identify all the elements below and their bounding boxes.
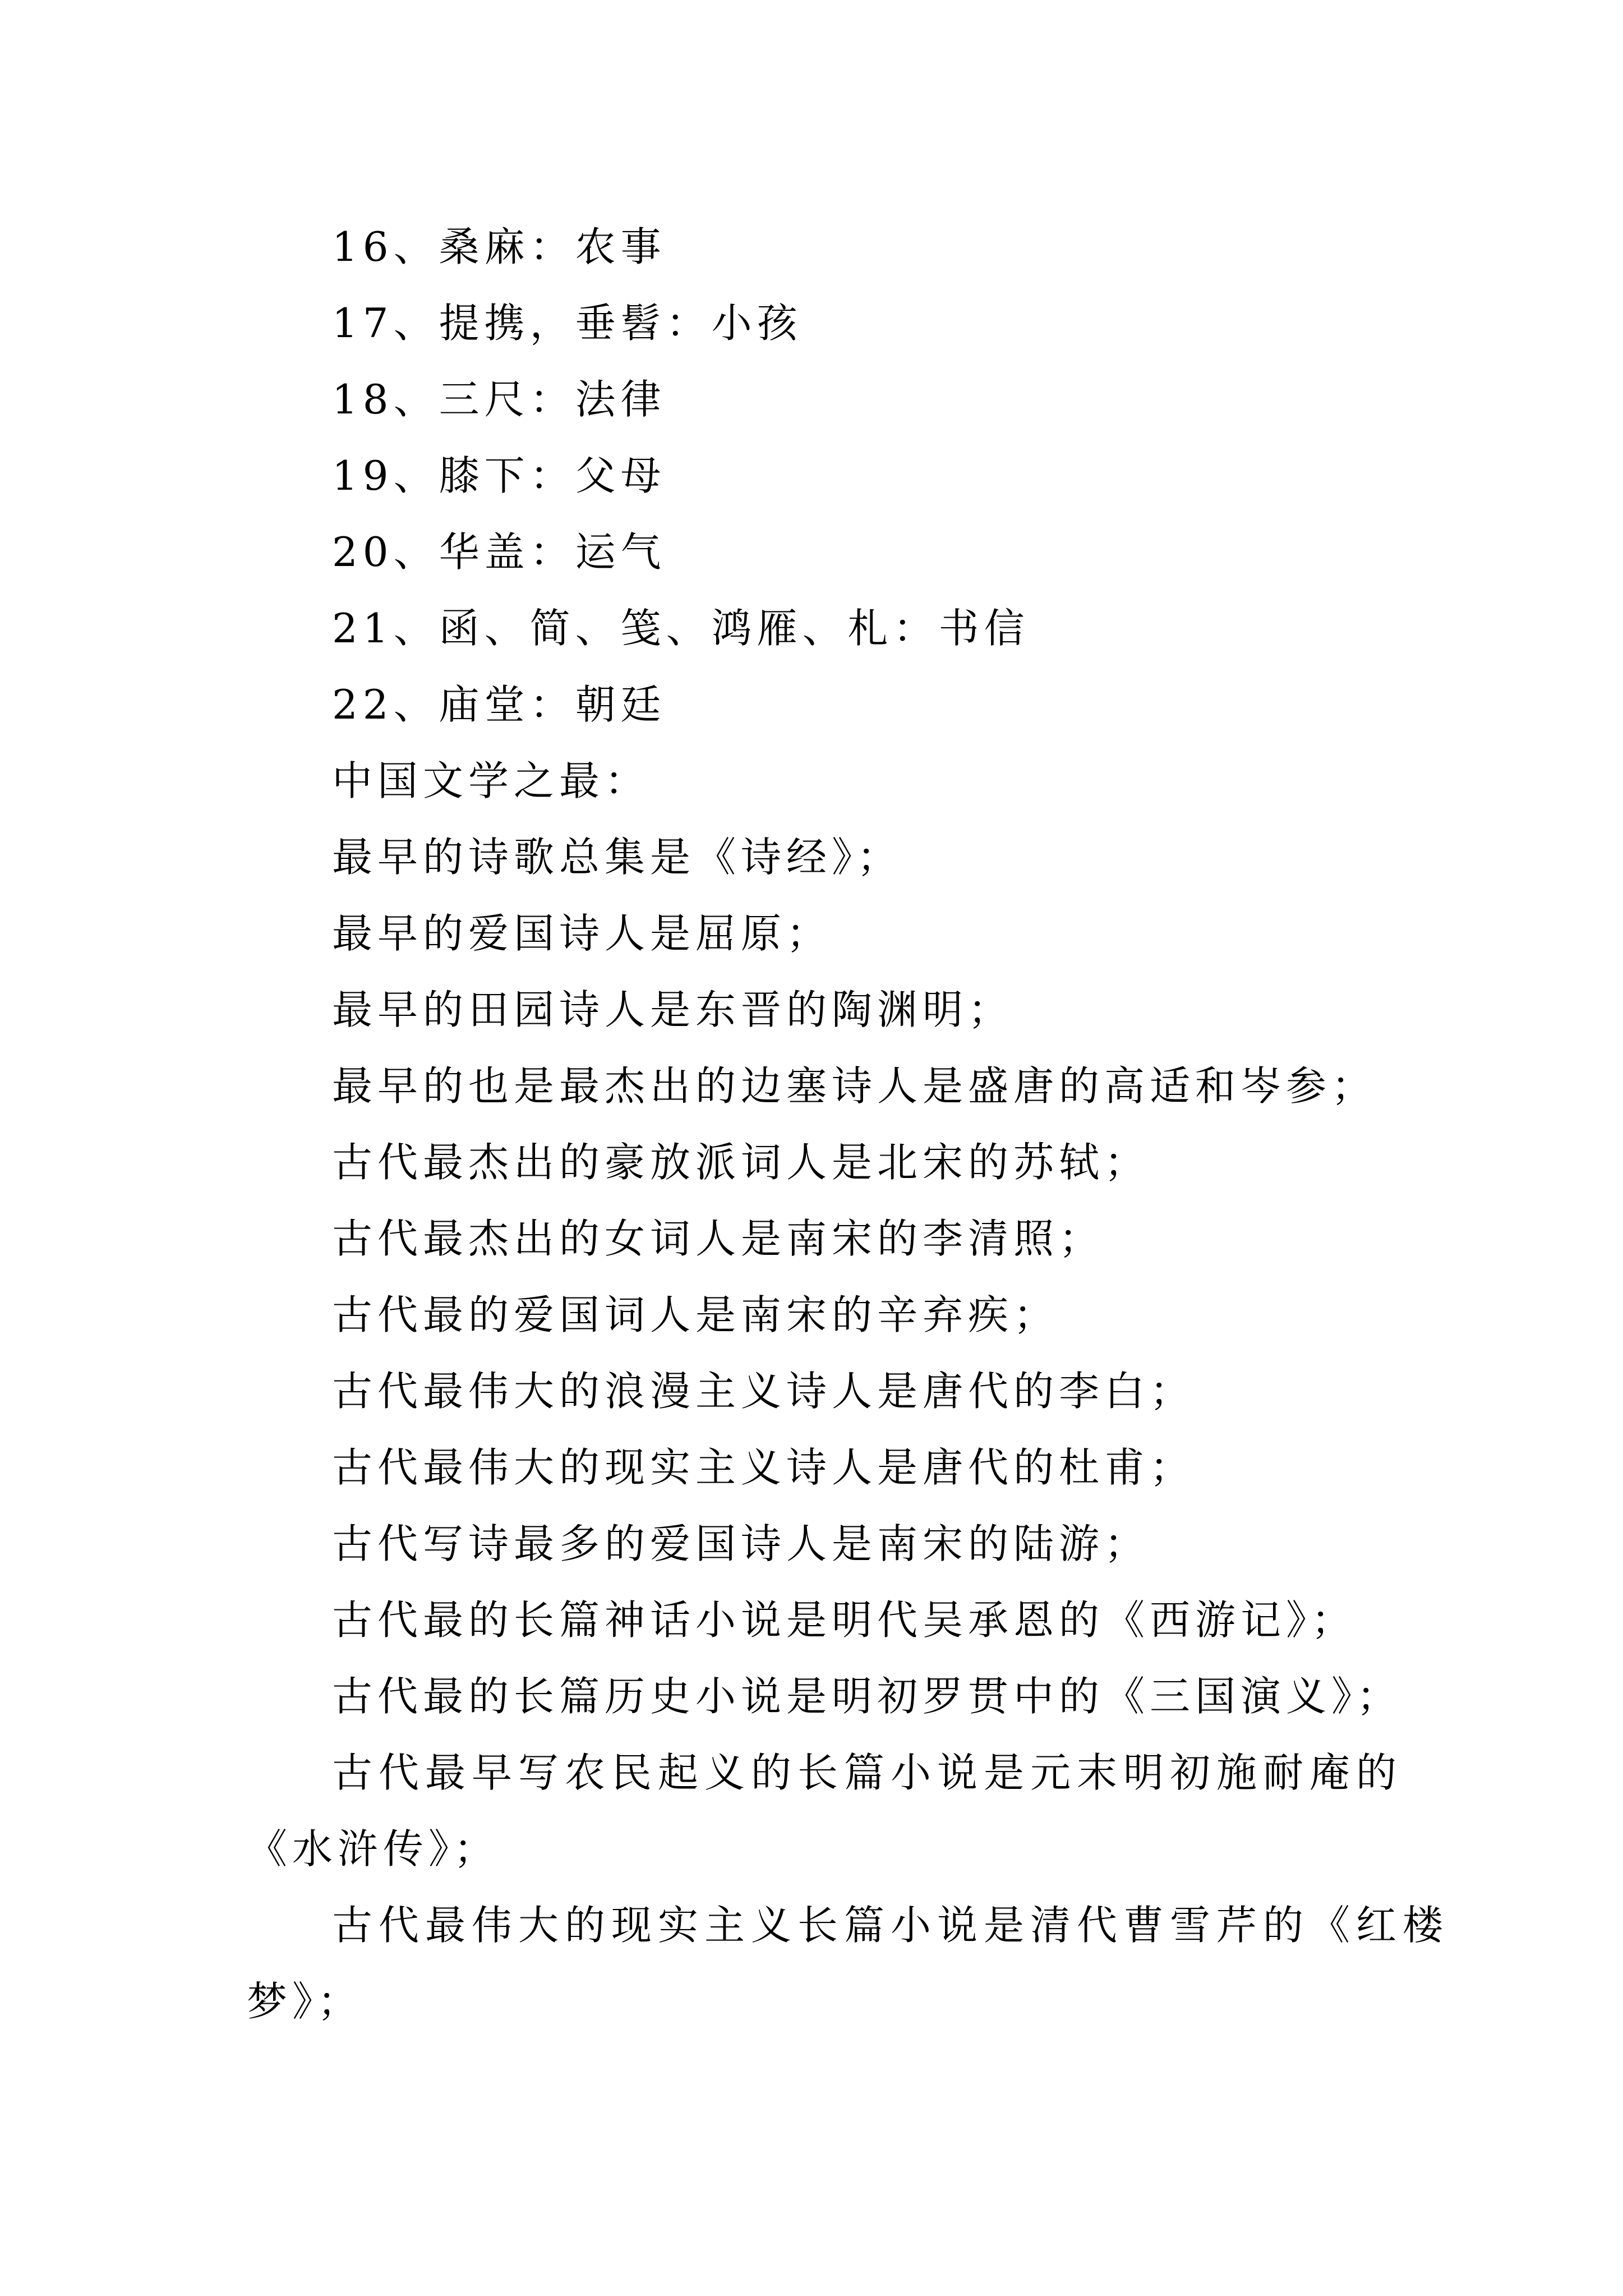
fact-item: 最早的田园诗人是东晋的陶渊明； (332, 986, 1014, 1033)
fact-item: 最早的也是最杰出的边塞诗人是盛唐的高适和岑参； (332, 1062, 1377, 1110)
fact-item: 古代写诗最多的爱国诗人是南宋的陆游； (332, 1520, 1150, 1567)
glossary-item: 21、函、简、笺、鸿雁、札：书信 (332, 605, 1030, 652)
fact-item-wrapped-continuation: 梦》； (247, 1978, 363, 2025)
fact-item-wrapped-first-line: 古代最伟大的现实主义长篇小说是清代曹雪芹的《红楼 (332, 1902, 1450, 1949)
section-title: 中国文学之最： (332, 757, 651, 804)
fact-item-wrapped-first-line: 古代最早写农民起义的长篇小说是元末明初施耐庵的 (332, 1749, 1403, 1796)
fact-item: 古代最杰出的豪放派词人是北宋的苏轼； (332, 1139, 1150, 1186)
document-body (247, 209, 1450, 2040)
fact-item: 古代最伟大的现实主义诗人是唐代的杜甫； (332, 1444, 1196, 1491)
fact-item: 古代最的爱国词人是南宋的辛弃疾； (332, 1291, 1059, 1338)
fact-item: 最早的爱国诗人是屈原； (332, 910, 832, 957)
fact-item-wrapped-continuation: 《水浒传》； (247, 1825, 500, 1872)
fact-item: 古代最的长篇历史小说是明初罗贯中的《三国演义》； (332, 1673, 1403, 1720)
fact-item: 古代最伟大的浪漫主义诗人是唐代的李白； (332, 1368, 1196, 1415)
glossary-item: 16、桑麻：农事 (332, 223, 666, 270)
glossary-item: 19、膝下：父母 (332, 452, 666, 499)
fact-item: 古代最杰出的女词人是南宋的李清照； (332, 1215, 1105, 1262)
glossary-item: 18、三尺：法律 (332, 376, 666, 423)
glossary-item: 20、华盖：运气 (332, 528, 666, 576)
glossary-item: 17、提携，垂髫：小孩 (332, 300, 803, 347)
fact-item: 最早的诗歌总集是《诗经》； (332, 834, 903, 881)
glossary-item: 22、庙堂：朝廷 (332, 681, 666, 728)
fact-item: 古代最的长篇神话小说是明代吴承恩的《西游记》； (332, 1596, 1357, 1644)
